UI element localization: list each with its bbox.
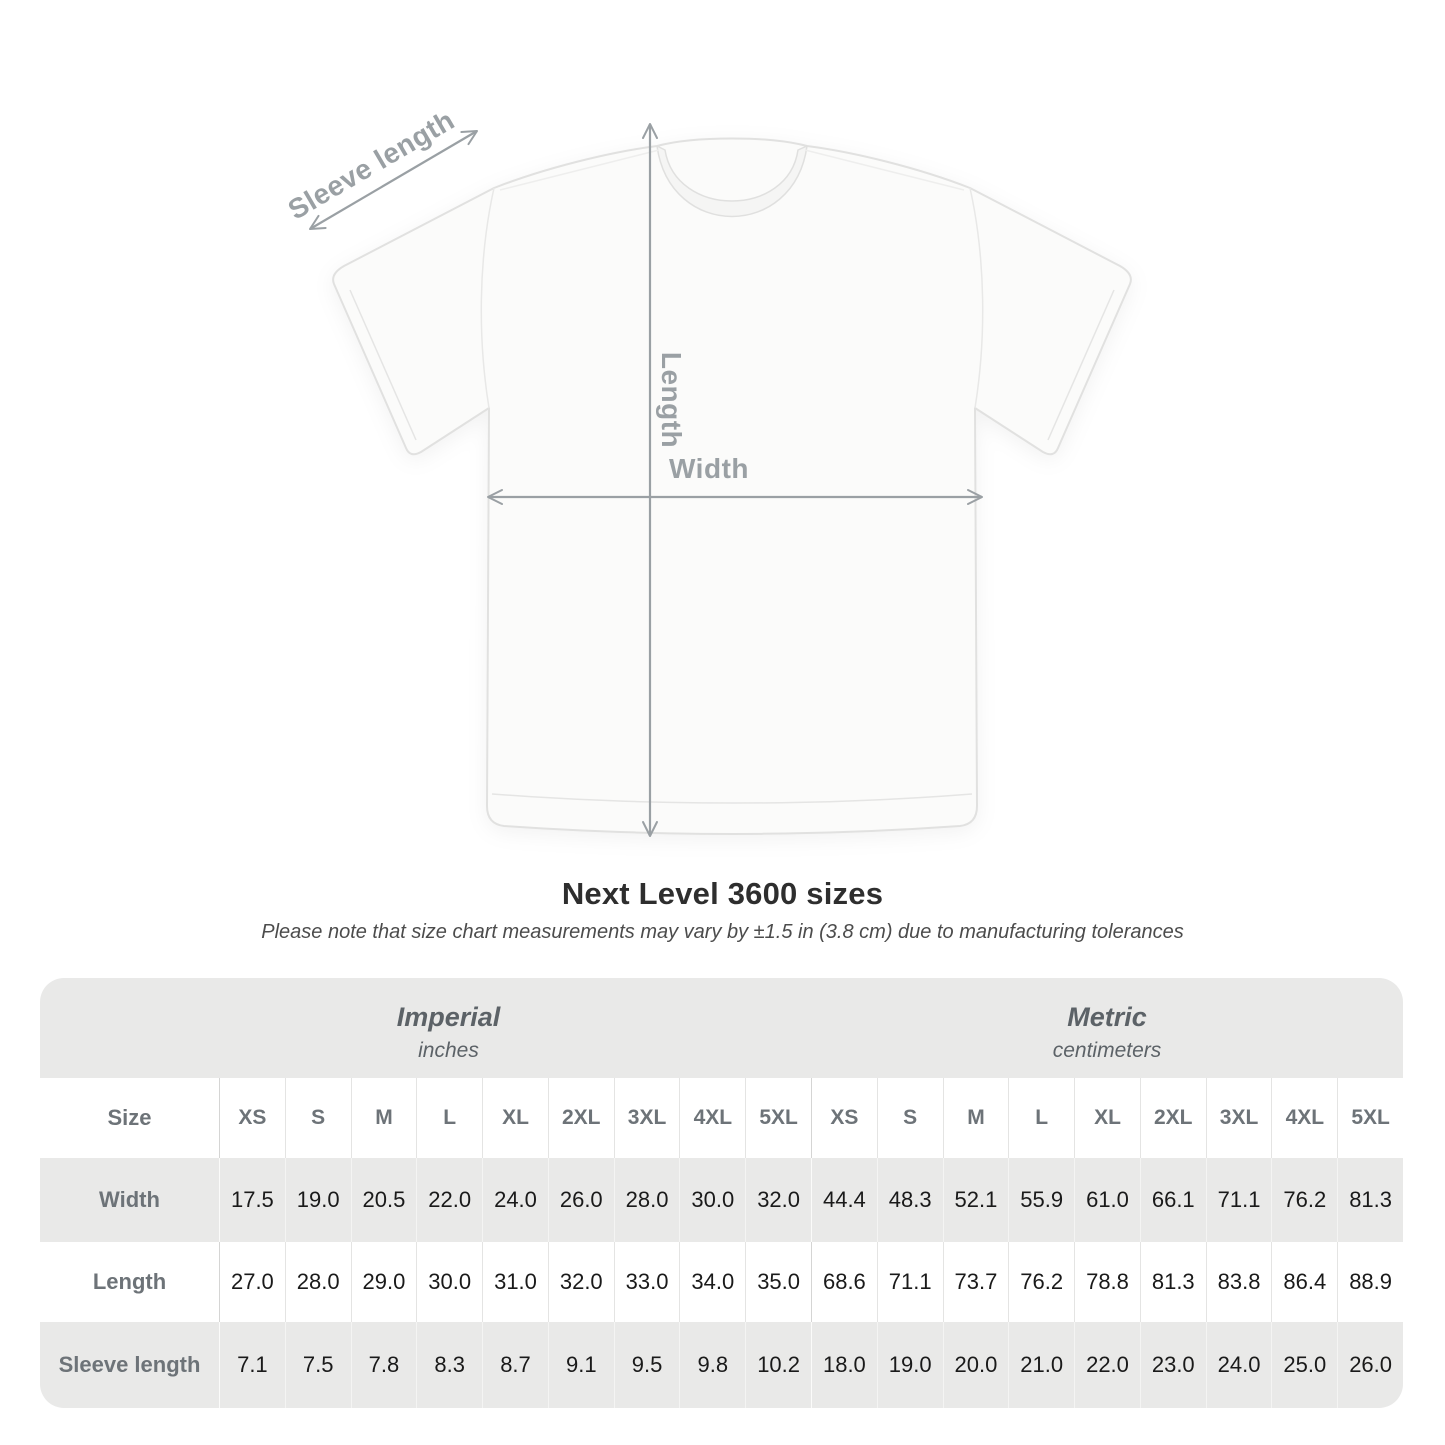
measure-cell: 73.7	[943, 1242, 1009, 1322]
measure-cell: 26.0	[1337, 1322, 1403, 1408]
measure-cell: 10.2	[745, 1322, 811, 1408]
measure-cell: 88.9	[1337, 1242, 1403, 1322]
measure-cell: 44.4	[811, 1158, 877, 1242]
measure-cell: 18.0	[811, 1322, 877, 1408]
size-col-header: 4XL	[1271, 1078, 1337, 1158]
size-col-header: 3XL	[1206, 1078, 1272, 1158]
measure-cell: 19.0	[877, 1322, 943, 1408]
measure-cell: 29.0	[351, 1242, 417, 1322]
measure-cell: 71.1	[1206, 1158, 1272, 1242]
row-label-sleeve-length: Sleeve length	[58, 1352, 201, 1377]
metric-header	[811, 978, 1403, 1078]
size-col-header: 5XL	[1337, 1078, 1403, 1158]
size-table	[40, 978, 1403, 1408]
measure-cell: 23.0	[1140, 1322, 1206, 1408]
sleeve-length-label: Sleeve length	[282, 104, 460, 226]
measure-cell: 26.0	[548, 1158, 614, 1242]
measure-cell: 28.0	[285, 1242, 351, 1322]
unit-header-row	[40, 978, 1403, 1078]
measure-cell: 66.1	[1140, 1158, 1206, 1242]
measure-cell: 76.2	[1008, 1242, 1074, 1322]
measure-cell: 19.0	[285, 1158, 351, 1242]
measure-cell: 83.8	[1206, 1242, 1272, 1322]
size-col-header: XS	[811, 1078, 877, 1158]
measure-row-1	[40, 1242, 1403, 1322]
measure-cell: 33.0	[614, 1242, 680, 1322]
measure-cell: 81.3	[1140, 1242, 1206, 1322]
size-col-header: 5XL	[745, 1078, 811, 1158]
measure-cell: 7.8	[351, 1322, 417, 1408]
measure-cell: 22.0	[416, 1158, 482, 1242]
measure-cell: 27.0	[219, 1242, 285, 1322]
measure-cell: 9.5	[614, 1322, 680, 1408]
measure-cell: 34.0	[679, 1242, 745, 1322]
measure-cell: 20.5	[351, 1158, 417, 1242]
length-label: Length	[656, 351, 687, 449]
size-col-header: 3XL	[614, 1078, 680, 1158]
size-col-header: S	[285, 1078, 351, 1158]
measure-cell: 61.0	[1074, 1158, 1140, 1242]
size-col-header: L	[416, 1078, 482, 1158]
measure-cell: 32.0	[548, 1242, 614, 1322]
size-col-header: 2XL	[548, 1078, 614, 1158]
measure-cell: 20.0	[943, 1322, 1009, 1408]
measure-cell: 7.5	[285, 1322, 351, 1408]
measure-cell: 8.3	[416, 1322, 482, 1408]
imperial-unit: inches	[418, 1038, 479, 1062]
measure-cell: 35.0	[745, 1242, 811, 1322]
size-col-header: XL	[1074, 1078, 1140, 1158]
size-col-header: M	[943, 1078, 1009, 1158]
measure-cell: 76.2	[1271, 1158, 1337, 1242]
measure-cell: 17.5	[219, 1158, 285, 1242]
tshirt-illustration	[333, 139, 1131, 835]
size-col-header: L	[1008, 1078, 1074, 1158]
measure-cell: 30.0	[679, 1158, 745, 1242]
size-col-header: 4XL	[679, 1078, 745, 1158]
imperial-title: Imperial	[396, 1001, 501, 1032]
measure-row-2	[40, 1322, 1403, 1408]
measure-cell: 9.1	[548, 1322, 614, 1408]
metric-unit: centimeters	[1052, 1038, 1162, 1062]
measure-cell: 32.0	[745, 1158, 811, 1242]
size-col-header: 2XL	[1140, 1078, 1206, 1158]
size-column-header: Size	[107, 1105, 152, 1130]
measure-cell: 71.1	[877, 1242, 943, 1322]
tolerance-note: Please note that size chart measurements may vary by ±1.5 in (3.8 cm) due to manufacturing tolerances	[261, 921, 1184, 943]
size-col-header: XS	[219, 1078, 285, 1158]
metric-title: Metric	[1067, 1001, 1147, 1032]
measure-cell: 7.1	[219, 1322, 285, 1408]
tshirt-body	[333, 139, 1131, 835]
size-header-row	[40, 1078, 1403, 1158]
measure-cell: 24.0	[1206, 1322, 1272, 1408]
measure-cell: 52.1	[943, 1158, 1009, 1242]
measure-cell: 30.0	[416, 1242, 482, 1322]
measure-cell: 25.0	[1271, 1322, 1337, 1408]
page-title: Next Level 3600 sizes	[561, 876, 884, 911]
imperial-header	[40, 978, 811, 1078]
measure-row-0	[40, 1158, 1403, 1242]
measure-cell: 86.4	[1271, 1242, 1337, 1322]
size-col-header: S	[877, 1078, 943, 1158]
width-label: Width	[669, 453, 749, 484]
measure-cell: 22.0	[1074, 1322, 1140, 1408]
measure-cell: 28.0	[614, 1158, 680, 1242]
measure-cell: 8.7	[482, 1322, 548, 1408]
measure-cell: 21.0	[1008, 1322, 1074, 1408]
measure-cell: 55.9	[1008, 1158, 1074, 1242]
measure-cell: 78.8	[1074, 1242, 1140, 1322]
measure-cell: 81.3	[1337, 1158, 1403, 1242]
measure-cell: 31.0	[482, 1242, 548, 1322]
measure-cell: 24.0	[482, 1158, 548, 1242]
row-label-width: Width	[99, 1187, 160, 1212]
measure-cell: 48.3	[877, 1158, 943, 1242]
measure-cell: 9.8	[679, 1322, 745, 1408]
measure-cell: 68.6	[811, 1242, 877, 1322]
row-label-length: Length	[92, 1269, 167, 1294]
size-col-header: M	[351, 1078, 417, 1158]
size-col-header: XL	[482, 1078, 548, 1158]
